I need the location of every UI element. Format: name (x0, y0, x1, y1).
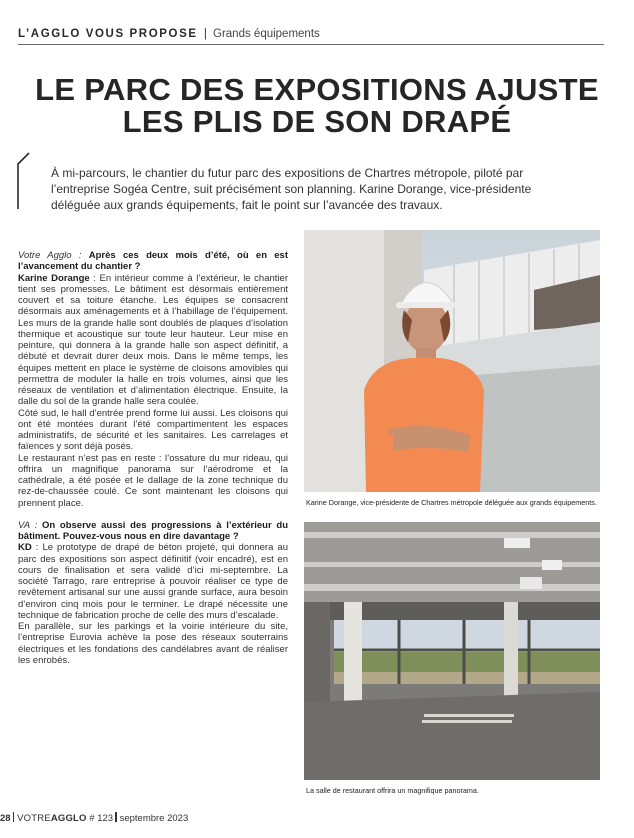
answer-1-paragraph-2: Côté sud, le hall d’entrée prend forme lui aussi. Les cloisons qui ont été montées durant l’été compartimentent les espaces administratifs, de sécurité et les sanitaires. Les carrelages et faïences y sont déjà posés. (18, 407, 288, 453)
answer-1-paragraph-3: Le restaurant n’est pas en reste : l’ossature du mur rideau, qui offrira un magnifique panorama sur l’aérodrome et la cathédrale, a été posée et le dallage de la zone technique du rez-de-chaussée coulé. Ce sont maintenant les cloisons qui prennent place. (18, 452, 288, 509)
rubric-section: Grands équipements (213, 28, 320, 40)
page-number: 28 (0, 813, 11, 824)
portrait-caption: Karine Dorange, vice-présidente de Chartres métropole déléguée aux grands équipements. (306, 498, 597, 507)
answer-1-paragraph-1 (18, 273, 288, 408)
header-divider (18, 44, 604, 45)
restaurant-photo-illustration (304, 522, 600, 780)
magazine-title (17, 813, 87, 824)
answer-1-text: : En intérieur comme à l’extérieur, le chantier tient ses promesses. Le bâtiment est désormais entièrement couvert et sa toiture étanche. Les équipes se consacrent désormais aux aménagements et à l’habillage de l’équipement. Les murs de la grande halle sont doublés de plaques d’isolation thermique et acoustique sur toute leur hauteur. Leur mise en peinture, qui donnera à la grande halle son aspect définitif, a débuté et devrait durer deux mois. Dans le même temps, les équipes mettent en place le système de cloisons amovibles qui permettra de moduler la halle en trois volumes, ainsi que les réseaux de ventilation et d’alimentation électrique. Ensuite, la dalle du sol de la grande halle sera coulée. (18, 272, 288, 408)
lead-bracket-ornament (16, 152, 30, 210)
issue-date: septembre 2023 (119, 813, 189, 824)
portrait-photo (304, 230, 600, 492)
footer-divider-2 (115, 812, 117, 822)
footer-divider-1 (13, 812, 15, 822)
answer-2-text: : Le prototype de drapé de béton projeté, qui donnera au parc des expositions son aspect définitif (voir encadré), est en cours de finalisation et sera validé d’ici mi-septembre. La société Tarrago, rare entreprise à pouvoir réaliser ce type de revêtement artisanal sur une aussi grande surface, aura besoin d’environ cinq mois pour le terminer. Le drapé nécessite une technique de fabrication proche de celle des murs d’escalade. (18, 542, 288, 621)
restaurant-caption: La salle de restaurant offrira un magnifique panorama. (306, 786, 479, 795)
portrait-photo-illustration (304, 230, 600, 492)
question-1-text: Après ces deux mois d’été, où en est l’avancement du chantier ? (18, 250, 289, 273)
page-footer (0, 812, 188, 825)
answer-1-speaker: Karine Dorange (18, 272, 90, 284)
rubric-title: L’AGGLO VOUS PROPOSE (18, 28, 198, 40)
restaurant-photo (304, 522, 600, 780)
headline-line-1: LE PARC DES EXPOSITIONS AJUSTE (35, 72, 599, 107)
section-rubric (18, 27, 320, 41)
question-1-prefix: Votre Agglo : (18, 250, 82, 261)
magazine-name: AGGLO (50, 813, 87, 824)
article-body (18, 250, 288, 666)
question-2-prefix: VA : (18, 519, 38, 531)
headline-line-2: LES PLIS DE SON DRAPÉ (122, 104, 512, 139)
article-lead: À mi-parcours, le chantier du futur parc des expositions de Chartres métropole, piloté par l’entreprise Sogéa Centre, suit précisément son planning. Karine Dorange, vice-présidente déléguée aux grands équipements, fait le point sur l’avancée des travaux. (51, 166, 532, 212)
answer-2-speaker: KD (18, 542, 32, 554)
answer-2-paragraph-2: En parallèle, sur les parkings et la voirie intérieure du site, l’entreprise Eurovia achève la pose des réseaux souterrains électriques et les fondations des candélabres avant de réaliser les enrobés. (18, 621, 288, 666)
question-1 (18, 250, 288, 273)
question-2-text: On observe aussi des progressions à l’extérieur du bâtiment. Pouvez-vous nous en dire davantage ? (18, 519, 289, 542)
magazine-prefix: VOTRE (17, 813, 51, 824)
article-headline (0, 74, 634, 138)
question-2 (18, 520, 288, 543)
issue-number: # 123 (89, 813, 114, 824)
rubric-separator: | (203, 28, 207, 40)
answer-2-paragraph-1 (18, 542, 288, 621)
